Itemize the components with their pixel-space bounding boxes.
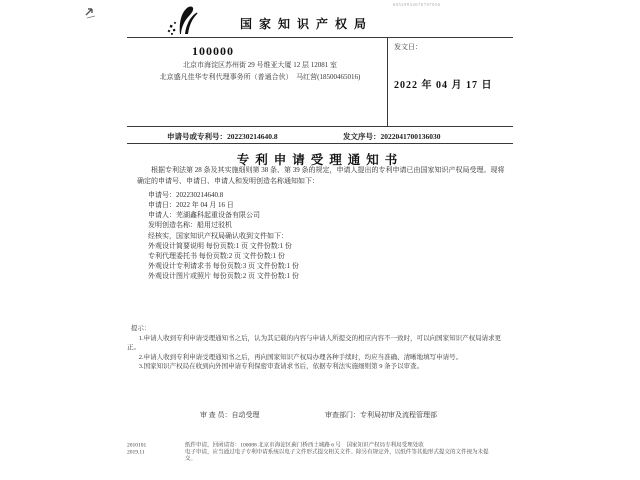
rule-vertical-divider: [387, 37, 388, 126]
scan-artifact-mark-icon: [84, 6, 98, 20]
footer-mail-instruction: 纸件申请，回函请寄：100088 北京市海淀区蓟门桥西土城路 6 号 国家知识产权局专利局受理处收: [185, 443, 424, 449]
application-number-label: 申请号或专利号：: [167, 132, 227, 141]
received-document-item: 外观设计简要说明 每份页数:1 页 文件份数:1 份: [148, 242, 292, 250]
form-code: 2010101: [127, 443, 147, 449]
footer-efiling-instruction: 电子申请，应当通过电子专利申请系统以电子文件形式提交相关文件。除另有规定外，以纸件等其他形式提交的文件视为未提交。: [185, 450, 489, 462]
confirm-line: 经核实，国家知识产权局确认收到文件如下：: [148, 232, 288, 240]
recipient-address-line1: 北京市海淀区苏州街 29 号维亚大厦 12 层 12081 室: [183, 61, 337, 69]
rule-top: [127, 37, 513, 38]
field-applicant: [148, 210, 260, 220]
dispatch-date-value: 2022 年 04 月 17 日: [394, 80, 493, 91]
examiner-value: 自动受理: [231, 411, 260, 419]
cnipa-logo-icon: [163, 5, 199, 35]
department-label: 审查部门：: [325, 411, 360, 419]
department-row: [325, 410, 437, 420]
field-value: 船用过驳机: [197, 221, 232, 229]
dispatch-date-label: 发文日：: [394, 43, 422, 51]
note-item: 1.申请人收到专利申请受理通知书之后，认为其记载的内容与申请人所提交的相应内容不一致时，可以向国家知识产权局请求更正。: [127, 334, 502, 351]
field-label: 申请人：: [148, 211, 176, 219]
department-value: 专利局初审及流程管理部: [360, 411, 437, 419]
document-title: 专利申请受理通知书: [236, 153, 404, 167]
field-application-date: [148, 200, 234, 210]
field-value: 芜湖鑫科起重设备有限公司: [176, 211, 260, 219]
examiner-row: [200, 410, 260, 420]
received-document-item: 外观设计图片或照片 每份页数:2 页 文件份数:1 份: [148, 272, 299, 280]
serial-number-label: 发文序号：: [343, 132, 381, 141]
field-label: 申请号：: [148, 191, 176, 199]
serial-number-row: [343, 131, 441, 142]
form-revision-date: 2019.11: [127, 450, 145, 456]
field-label: 申请日：: [148, 201, 176, 209]
recipient-address-line2: 北京盛凡佳华专利代理事务所（普通合伙） 马红营(18500465016): [159, 73, 361, 81]
note-item: 3.国家知识产权局在收到向外国申请专利保密审查请求书后，依据专利法实施细则第 9 条予以审查。: [138, 363, 424, 370]
application-number-row: [167, 131, 278, 142]
field-value: 2022 年 04 月 16 日: [176, 201, 234, 209]
field-label: 发明创造名称：: [148, 221, 197, 229]
serial-number-value: 2022041700136030: [380, 132, 441, 141]
note-item: 2.申请人收到专利申请受理通知书之后，再向国家知识产权局办理各种手续时，均应当准确、清晰地填写申请号。: [138, 353, 463, 361]
corner-code: 60529932670707056: [393, 3, 441, 8]
field-application-number: [148, 190, 223, 200]
notes-label: 提示：: [130, 325, 151, 332]
intro-paragraph: 根据专利法第 28 条及其实施细则第 38 条、第 39 条的规定，申请人提出的专利申请已由国家知识产权局受理。现将确定的申请号、申请日、申请人和发明创造名称通知如下：: [137, 166, 505, 185]
field-value: 202230214640.8: [176, 191, 224, 199]
examiner-label: 审 查 员：: [200, 411, 232, 419]
notes-section: [127, 324, 511, 372]
recipient-postcode: 100000: [192, 44, 234, 58]
field-invention-name: [148, 220, 232, 230]
application-number-value: 202230214640.8: [227, 132, 278, 141]
org-title: 国家知识产权局: [240, 17, 374, 31]
rule-meta-bottom: [127, 143, 513, 144]
received-document-item: 外观设计专利请求书 每份页数:3 页 文件份数:1 份: [148, 262, 299, 270]
received-document-item: 专利代理委托书 每份页数:2 页 文件份数:1 份: [148, 252, 285, 260]
rule-header-bottom: [127, 126, 513, 127]
